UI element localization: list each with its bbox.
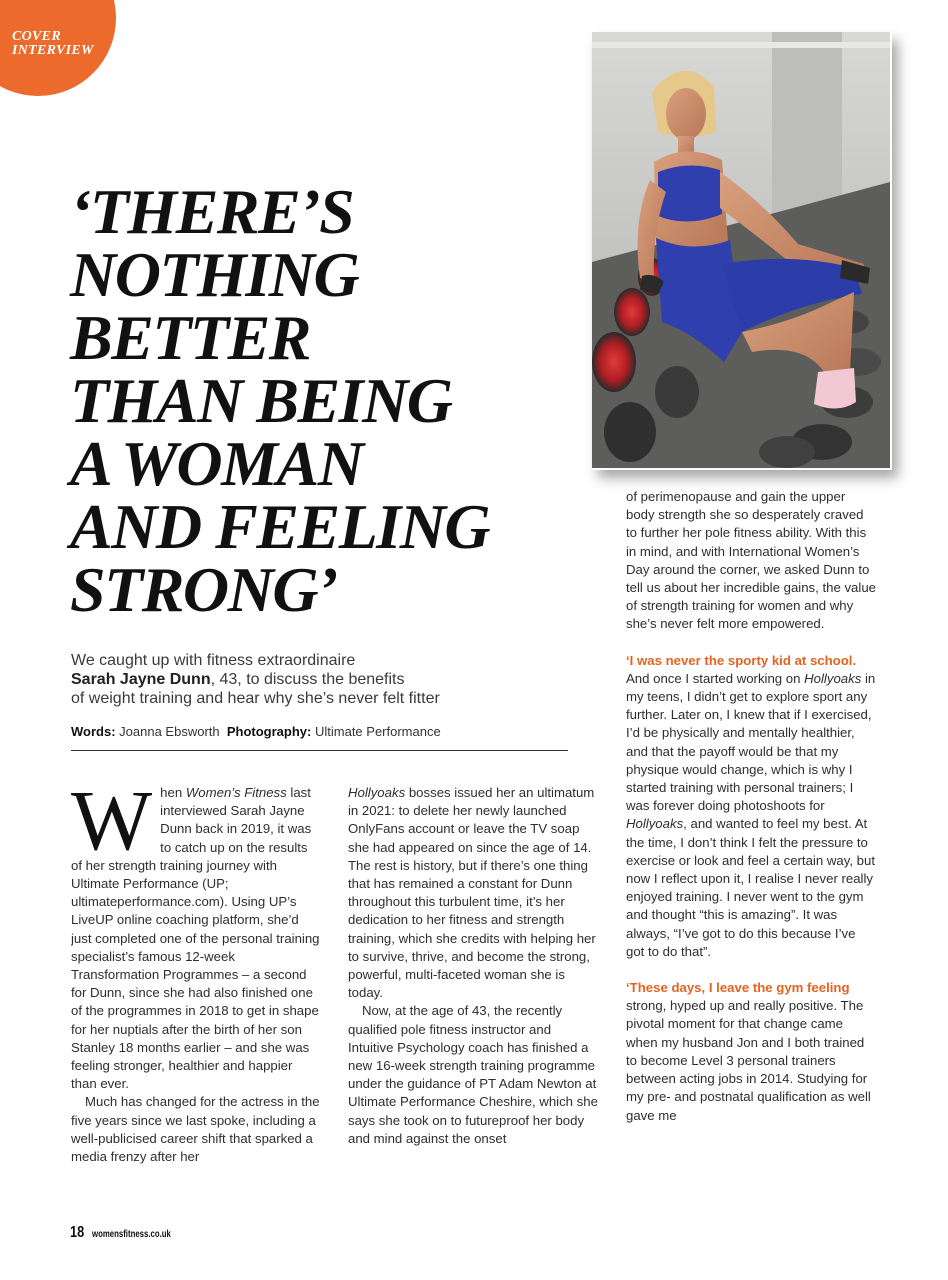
text-run: last interviewed Sarah Jayne Dunn back in 2019, it was to catch up on the results of her strength training journey with Ultimate Performance (UP; ultimateperformance.com). Using UP’s LiveUP online coaching platform, she’d just completed one of the personal training specialist’s famous 12-week Transformation Programmes – a second for Dunn, since she had also finished one of the programmes in 2018 to get in shape for her nuptials after the birth of her son Stanley 18 months earlier – and she was feeling stronger, healthier and happier than ever. — [71, 785, 320, 1092]
headline-line: A WOMAN — [70, 428, 363, 499]
photo-label: Photography: — [226, 724, 312, 739]
section-badge-label — [12, 30, 94, 58]
article-paragraph — [626, 979, 876, 1125]
photo-illustration — [592, 32, 890, 468]
article-paragraph: Much has changed for the actress in the five years since we last spoke, including a well-publicised career shift that sparked a media frenzy after her — [71, 1094, 320, 1165]
headline-line: AND FEELING — [70, 491, 490, 562]
show-name: Hollyoaks — [804, 670, 862, 686]
headline-line: ‘THERE’S — [70, 176, 354, 247]
article-paragraph — [626, 652, 876, 961]
words-label: Words: — [71, 724, 116, 739]
drop-cap: W — [71, 784, 153, 868]
page-number: 18 — [70, 1224, 85, 1241]
folio — [70, 1224, 193, 1242]
article-column-3 — [626, 488, 876, 1190]
words-value: Joanna Ebsworth — [119, 724, 220, 739]
pull-lead: ‘These days, I leave the gym feeling — [626, 980, 850, 996]
standfirst — [71, 651, 541, 708]
section-badge-line2: INTERVIEW — [12, 43, 94, 58]
cover-photo-frame — [592, 32, 892, 470]
credits — [71, 724, 441, 739]
show-name: Hollyoaks — [348, 785, 406, 800]
standfirst-name: Sarah Jayne Dunn — [71, 671, 211, 688]
article-column-2 — [348, 784, 598, 1190]
text-run: strong, hyped up and really positive. The pivotal moment for that change came when my husband Jon and I both trained to become Level 3 personal trainers between acting jobs in 2014. Studying for my pre- and postnatal qualification as well gave me — [626, 998, 871, 1123]
text-run: bosses issued her an ultimatum in 2021: to delete her newly launched OnlyFans account or leave the TV soap she had appeared on since the age of 14. The rest is history, but if there’s one thing that has remained a constant for Dunn throughout this turbulent time, it’s her dedication to her fitness and strength training, which she credits with helping her to survive, thrive, and become the strong, powerful, multi-faceted woman she is today. — [348, 785, 596, 1001]
article-paragraph: of perimenopause and gain the upper body strength she so desperately craved to further her pole fitness ability. With this in mind, and with International Women’s Day around the corner, we asked Dunn to tell us about her incredible gains, the value of strength training for women and why she’s never felt more empowered. — [626, 489, 876, 632]
cover-photo — [592, 32, 890, 468]
standfirst-line3: of weight training and hear why she’s never felt fitter — [71, 690, 440, 707]
divider-rule — [71, 750, 568, 751]
article-column-1 — [71, 784, 320, 1190]
headline — [70, 176, 590, 625]
publication-name: Women’s Fitness — [185, 785, 287, 800]
article-paragraph: Now, at the age of 43, the recently qualified pole fitness instructor and Intuitive Psychology coach has finished a new 16-week strength training programme under the guidance of PT Adam Newton at Ultimate Performance Cheshire, which she says she took on to futureproof her body and mind against the onset — [348, 1003, 598, 1146]
site-url: womensfitness.co.uk — [92, 1229, 171, 1240]
photo-value: Ultimate Performance — [314, 724, 441, 739]
headline-line: THAN BEING — [70, 365, 452, 436]
article-paragraph — [71, 784, 320, 1093]
text-run: , and wanted to feel my best. At the time, I don’t think I felt the pressure to exercise or look and feel a certain way, but now I reflect upon it, I realise I never really enjoyed training. I never went to the gym and thought “this is amazing”. It was always, “I’ve got to do this because I’ve got to do that”. — [626, 816, 875, 959]
standfirst-line1: We caught up with fitness extraordinaire — [71, 652, 356, 669]
text-run: And once I started working on — [626, 670, 805, 686]
headline-line: STRONG’ — [70, 554, 337, 625]
show-name: Hollyoaks — [626, 816, 684, 832]
text-run: in my teens, I didn’t get to explore sport any further. Later on, I knew that if I exercised, I’d be physically and mentally healthier, and that the payoff would be that my physique would change, which is why I started training with personal trainers; I was forever doing photoshoots for — [626, 670, 876, 814]
standfirst-after-name: , 43, to discuss the benefits — [210, 671, 405, 688]
section-badge-line1: COVER — [12, 29, 61, 44]
text-run: hen — [160, 785, 186, 800]
article-paragraph — [348, 784, 598, 1002]
headline-line: BETTER — [70, 302, 310, 373]
headline-line: NOTHING — [70, 239, 359, 310]
pull-lead: ‘I was never the sporty kid at school. — [626, 652, 857, 668]
